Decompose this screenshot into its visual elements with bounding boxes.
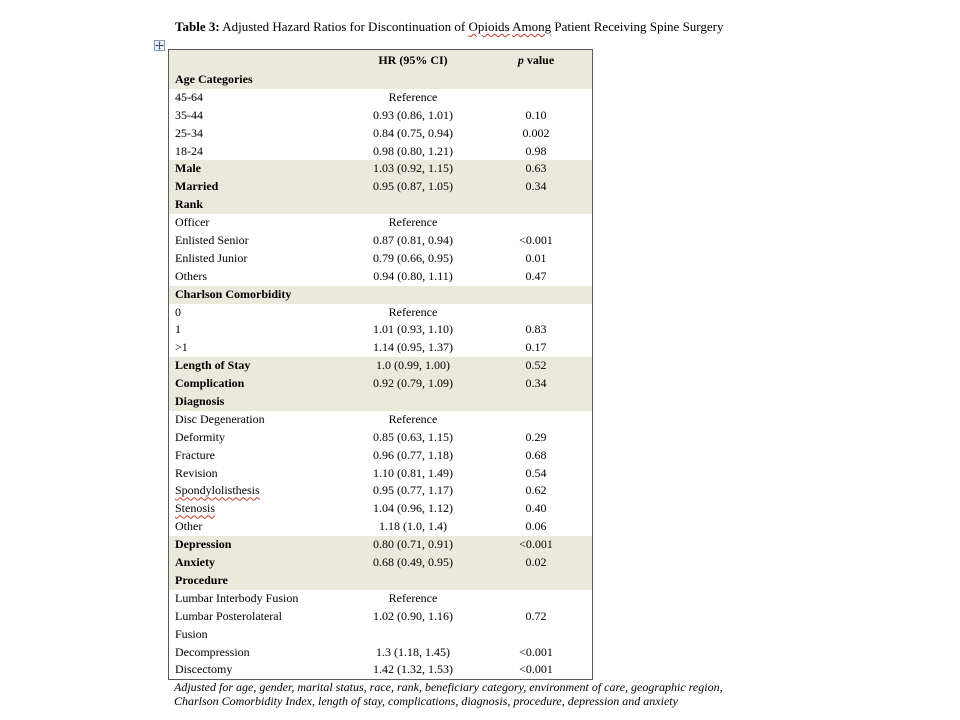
row-variable: Other — [175, 519, 203, 534]
table-row — [169, 375, 592, 393]
row-hazard-ratio: 1.03 (0.92, 1.15) — [373, 161, 453, 176]
row-p-value: <0.001 — [519, 644, 553, 659]
row-variable: Lumbar Interbody Fusion — [175, 590, 299, 605]
row-p-value: 0.01 — [525, 250, 547, 265]
row-hazard-ratio: 0.80 (0.71, 0.91) — [373, 537, 453, 552]
caption-squiggly-word-2: Among — [512, 19, 552, 34]
table-row — [169, 429, 592, 447]
row-variable: Complication — [175, 376, 245, 391]
row-p-value: 0.72 — [525, 608, 547, 623]
caption-squiggly-word-1: Opioids — [468, 19, 510, 34]
row-hazard-ratio: 1.18 (1.0, 1.4) — [379, 519, 447, 534]
table-row — [169, 143, 592, 161]
row-variable: 0 — [175, 304, 181, 319]
row-hazard-ratio: 1.04 (0.96, 1.12) — [373, 501, 453, 516]
hazard-ratio-table — [168, 49, 593, 680]
row-variable: >1 — [175, 340, 188, 355]
row-variable: 25-34 — [175, 125, 203, 140]
table-body — [169, 71, 592, 679]
caption-text-before: Adjusted Hazard Ratios for Discontinuation of — [219, 19, 469, 34]
row-variable: Deformity — [175, 429, 225, 444]
table-row — [169, 214, 592, 232]
table-row — [169, 608, 592, 644]
row-hazard-ratio: Reference — [388, 590, 438, 605]
row-hazard-ratio: 0.87 (0.81, 0.94) — [373, 233, 453, 248]
table-row — [169, 482, 592, 500]
table-row — [169, 321, 592, 339]
row-variable: Rank — [175, 197, 204, 212]
table-header-row — [169, 50, 592, 71]
row-variable: 18-24 — [175, 143, 203, 158]
table-row — [169, 447, 592, 465]
header-p-rest: value — [523, 53, 555, 67]
table-row — [169, 107, 592, 125]
table-row — [169, 125, 592, 143]
row-hazard-ratio: Reference — [388, 215, 438, 230]
table-row — [169, 661, 592, 679]
header-p-value — [491, 50, 581, 71]
row-p-value: 0.002 — [522, 125, 550, 140]
row-hazard-ratio: 0.84 (0.75, 0.94) — [373, 125, 453, 140]
row-variable: Anxiety — [175, 555, 215, 570]
row-p-value: 0.34 — [525, 179, 547, 194]
row-p-value: <0.001 — [519, 233, 553, 248]
row-p-value: 0.68 — [525, 447, 547, 462]
footnote-line-2: Charlson Comorbidity Index, length of stay, complications, diagnosis, procedure, depression and anxiety — [174, 694, 678, 708]
row-variable: Diagnosis — [175, 394, 225, 409]
row-variable: Procedure — [175, 572, 228, 587]
table-row — [169, 232, 592, 250]
row-hazard-ratio: 0.95 (0.87, 1.05) — [373, 179, 453, 194]
row-variable: Revision — [175, 465, 218, 480]
header-p-italic: p — [517, 53, 524, 67]
row-variable: Married — [175, 179, 219, 194]
row-hazard-ratio: 1.10 (0.81, 1.49) — [373, 465, 453, 480]
row-variable: Others — [175, 268, 207, 283]
table-row — [169, 268, 592, 286]
row-variable-line-2: Fusion — [175, 626, 208, 641]
table-row — [169, 160, 592, 178]
table-row — [169, 411, 592, 429]
row-hazard-ratio: 1.02 (0.90, 1.16) — [373, 608, 453, 623]
table-footnote — [174, 680, 723, 708]
row-p-value: 0.34 — [525, 376, 547, 391]
table-row — [169, 554, 592, 572]
table-row — [169, 178, 592, 196]
table-row — [169, 465, 592, 483]
row-p-value: 0.06 — [525, 519, 547, 534]
row-p-value: 0.02 — [525, 555, 547, 570]
row-variable: Length of Stay — [175, 358, 251, 373]
table-row — [169, 250, 592, 268]
row-variable: Disc Degeneration — [175, 411, 265, 426]
table-row — [169, 339, 592, 357]
row-variable: Discectomy — [175, 662, 233, 677]
row-hazard-ratio: 1.01 (0.93, 1.10) — [373, 322, 453, 337]
row-hazard-ratio: 0.95 (0.77, 1.17) — [373, 483, 453, 498]
row-p-value: 0.52 — [525, 358, 547, 373]
row-variable: Lumbar Posterolateral — [175, 608, 282, 623]
row-hazard-ratio: Reference — [388, 304, 438, 319]
row-variable: Male — [175, 161, 201, 176]
row-variable: Fracture — [175, 447, 215, 462]
row-hazard-ratio: 1.3 (1.18, 1.45) — [376, 644, 450, 659]
table-caption — [175, 19, 724, 35]
row-p-value: 0.54 — [525, 465, 547, 480]
row-variable: Spondylolisthesis — [175, 483, 260, 498]
row-p-value: 0.83 — [525, 322, 547, 337]
row-hazard-ratio: 0.93 (0.86, 1.01) — [373, 107, 453, 122]
row-p-value: 0.98 — [525, 143, 547, 158]
table-row — [169, 393, 592, 411]
row-p-value: 0.29 — [525, 429, 547, 444]
row-hazard-ratio: Reference — [388, 411, 438, 426]
table-row — [169, 89, 592, 107]
row-variable: Enlisted Senior — [175, 233, 249, 248]
row-hazard-ratio: 0.85 (0.63, 1.15) — [373, 429, 453, 444]
header-hr: HR (95% CI) — [378, 53, 448, 67]
table-row — [169, 644, 592, 662]
row-hazard-ratio: 0.94 (0.80, 1.11) — [373, 268, 453, 283]
row-variable: 1 — [175, 322, 181, 337]
table-row — [169, 286, 592, 304]
table-row — [169, 500, 592, 518]
row-p-value: 0.47 — [525, 268, 547, 283]
table-row — [169, 590, 592, 608]
row-hazard-ratio: 0.98 (0.80, 1.21) — [373, 143, 453, 158]
row-variable: Officer — [175, 215, 210, 230]
row-variable: 35-44 — [175, 107, 203, 122]
row-hazard-ratio: 0.79 (0.66, 0.95) — [373, 250, 453, 265]
caption-text-after: Patient Receiving Spine Surgery — [551, 19, 724, 34]
row-hazard-ratio: 0.68 (0.49, 0.95) — [373, 555, 453, 570]
table-row — [169, 572, 592, 590]
row-hazard-ratio: 1.0 (0.99, 1.00) — [376, 358, 450, 373]
row-hazard-ratio: 0.96 (0.77, 1.18) — [373, 447, 453, 462]
row-hazard-ratio: 0.92 (0.79, 1.09) — [373, 376, 453, 391]
row-p-value: 0.10 — [525, 107, 547, 122]
table-row — [169, 196, 592, 214]
row-hazard-ratio: Reference — [388, 89, 438, 104]
table-row — [169, 357, 592, 375]
row-variable: Decompression — [175, 644, 250, 659]
row-p-value: <0.001 — [519, 537, 553, 552]
table-row — [169, 304, 592, 322]
row-p-value: 0.63 — [525, 161, 547, 176]
row-variable: Stenosis — [175, 501, 216, 516]
table-row — [169, 536, 592, 554]
row-hazard-ratio: 1.42 (1.32, 1.53) — [373, 662, 453, 677]
row-variable: Age Categories — [175, 72, 253, 86]
row-p-value: 0.17 — [525, 340, 547, 355]
row-variable: Depression — [175, 537, 232, 552]
row-variable: Charlson Comorbidity — [175, 286, 292, 301]
row-variable: 45-64 — [175, 89, 203, 104]
row-p-value: 0.62 — [525, 483, 547, 498]
table-move-handle-icon[interactable] — [154, 40, 165, 51]
row-variable: Enlisted Junior — [175, 250, 248, 265]
table-row — [169, 71, 592, 89]
row-p-value: <0.001 — [519, 662, 553, 677]
row-hazard-ratio: 1.14 (0.95, 1.37) — [373, 340, 453, 355]
caption-label: Table 3: — [175, 19, 220, 34]
footnote-line-1: Adjusted for age, gender, marital status, race, rank, beneficiary category, environment of care, geographic region, — [174, 680, 723, 694]
table-row — [169, 518, 592, 536]
row-p-value: 0.40 — [525, 501, 547, 516]
